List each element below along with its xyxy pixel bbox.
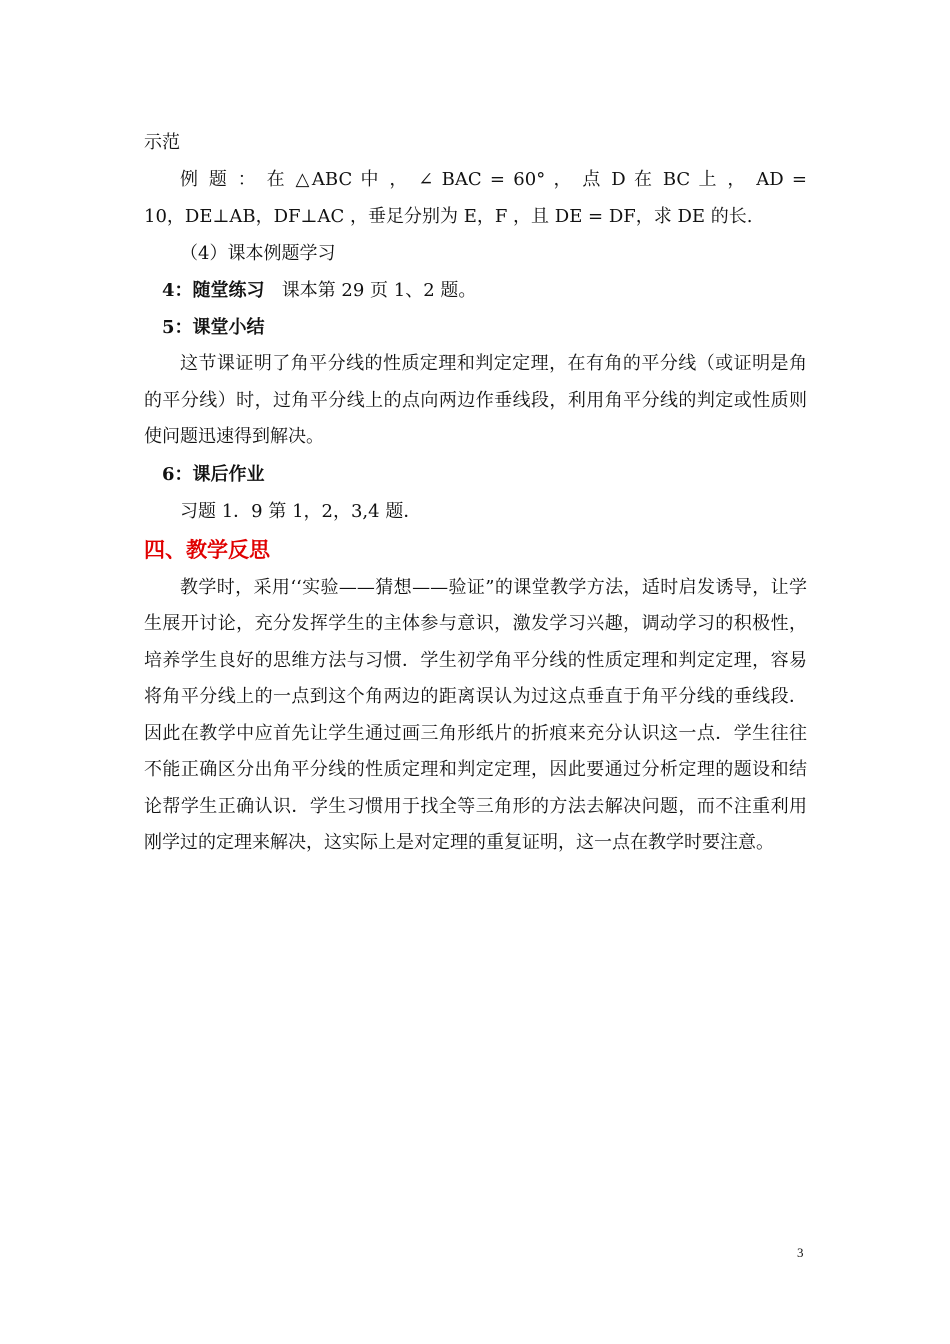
- example-line-2: 10，DE⊥AB，DF⊥AC ，垂足分别为 E，F ，且 DE = DF，求 DE 的长.: [144, 206, 753, 227]
- reflection-text: 教学时，采用‘‘实验——猜想——验证”的课堂教学方法，适时启发诱导，让学生展开讨论，充分发挥学生的主体参与意识，激发学习兴趣，调动学习的积极性，培养学生良好的思维方法与习惯．学生初学角平分线的性质定理和判定定理，容易将角平分线上的一点到这个角两边的距离误认为过这点垂直于角平分线的垂线段．因此在教学中应首先让学生通过画三角形纸片的折痕来充分认识这一点．学生往往不能正确区分出角平分线的性质定理和判定定理，因此要通过分析定理的题设和结论帮学生正确认识．学生习惯用于找全等三角形的方法去解决问题，而不注重利用刚学过的定理来解决，这实际上是对定理的重复证明，这一点在教学时要注意。: [144, 576, 807, 853]
- demo-label: 示范: [144, 132, 180, 153]
- section-5-label: 5：课堂小结: [162, 317, 265, 338]
- section-5-text: 这节课证明了角平分线的性质定理和判定定理，在有角的平分线（或证明是角的平分线）时，过角平分线上的点向两边作垂线段，利用角平分线的判定或性质则使问题迅速得到解决。: [144, 353, 807, 447]
- section-6-label: 6：课后作业: [162, 463, 265, 485]
- page-content: [144, 124, 807, 862]
- section-4-label: 4：随堂练习: [162, 280, 265, 301]
- example-line-1: 例 题 ： 在 △ABC 中 ， ∠ BAC = 60° ， 点 D 在 BC 上 ， AD =: [180, 169, 807, 190]
- page-number: 3: [797, 1245, 804, 1260]
- reflection-heading: 四、教学反思: [144, 537, 270, 562]
- item-4: （4）课本例题学习: [180, 243, 336, 264]
- section-4: [144, 272, 807, 309]
- section-6-text: 习题 1．9 第 1，2，3,4 题．: [180, 500, 422, 522]
- section-4-text: 课本第 29 页 1、2 题。: [281, 280, 477, 301]
